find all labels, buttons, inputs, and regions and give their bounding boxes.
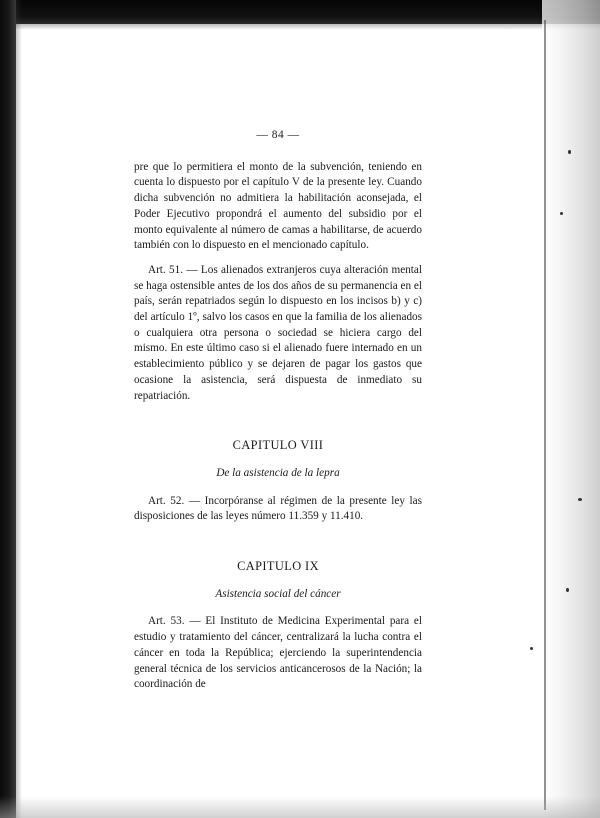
article-52-paragraph: Art. 52. — Incorpóranse al régimen de la presente ley las disposiciones de las leyes número 11.359 y 11.410. (134, 494, 422, 523)
page-number: — 84 — (256, 129, 300, 141)
chapter-heading-ix: CAPITULO IX (237, 559, 319, 574)
article-53-paragraph: Art. 53. — El Instituto de Medicina Experimental para el estudio y tratamiento del cáncer, centralizará la lucha contra el cáncer en toda la República; ejerciendo la superintendencia general técnica de los servicios anticancerosos de la Nación; la coordinación de (134, 615, 422, 691)
document-page (134, 128, 422, 693)
scan-speck (568, 150, 571, 154)
scan-border-right (542, 0, 600, 818)
scan-speck (578, 498, 582, 501)
scan-speck (566, 588, 569, 592)
paragraph-continuation: pre que lo permitiera el monto de la subvención, teniendo en cuenta lo dispuesto por el capítulo V de la presente ley. Cuando dicha subvención no admitiera la habilitación aconsejada, el Poder Ejecutivo propondrá el aumento del subsidio por el monto equivalente al número de camas a habilitarse, de acuerdo también con lo dispuesto en el mencionado capítulo. (134, 160, 422, 252)
scan-border-top (0, 0, 600, 24)
chapter-subtitle-cancer: Asistencia social del cáncer (215, 587, 341, 600)
chapter-subtitle-lepra: De la asistencia de la lepra (216, 466, 340, 479)
scan-border-bottom (0, 796, 600, 818)
scan-page-edge (544, 20, 546, 810)
scan-border-left (0, 0, 16, 818)
chapter-heading-viii: CAPITULO VIII (232, 438, 324, 453)
scan-speck (530, 647, 533, 650)
scan-speck (560, 212, 563, 215)
article-51-paragraph: Art. 51. — Los alienados extranjeros cuya alteración mental se haga ostensible antes de los dos años de su permanencia en el país, serán repatriados según lo dispuesto en los incisos b) y c) del artículo 1º, salvo los casos en que la familia de los alienados o cualquiera otra persona o sociedad se hiciera cargo del mismo. En este último caso si el alienado fuere internado en un establecimiento público y se dejaren de pagar los gastos que ocasione la asistencia, será dispuesta de inmediato su repatriación. (134, 263, 422, 402)
